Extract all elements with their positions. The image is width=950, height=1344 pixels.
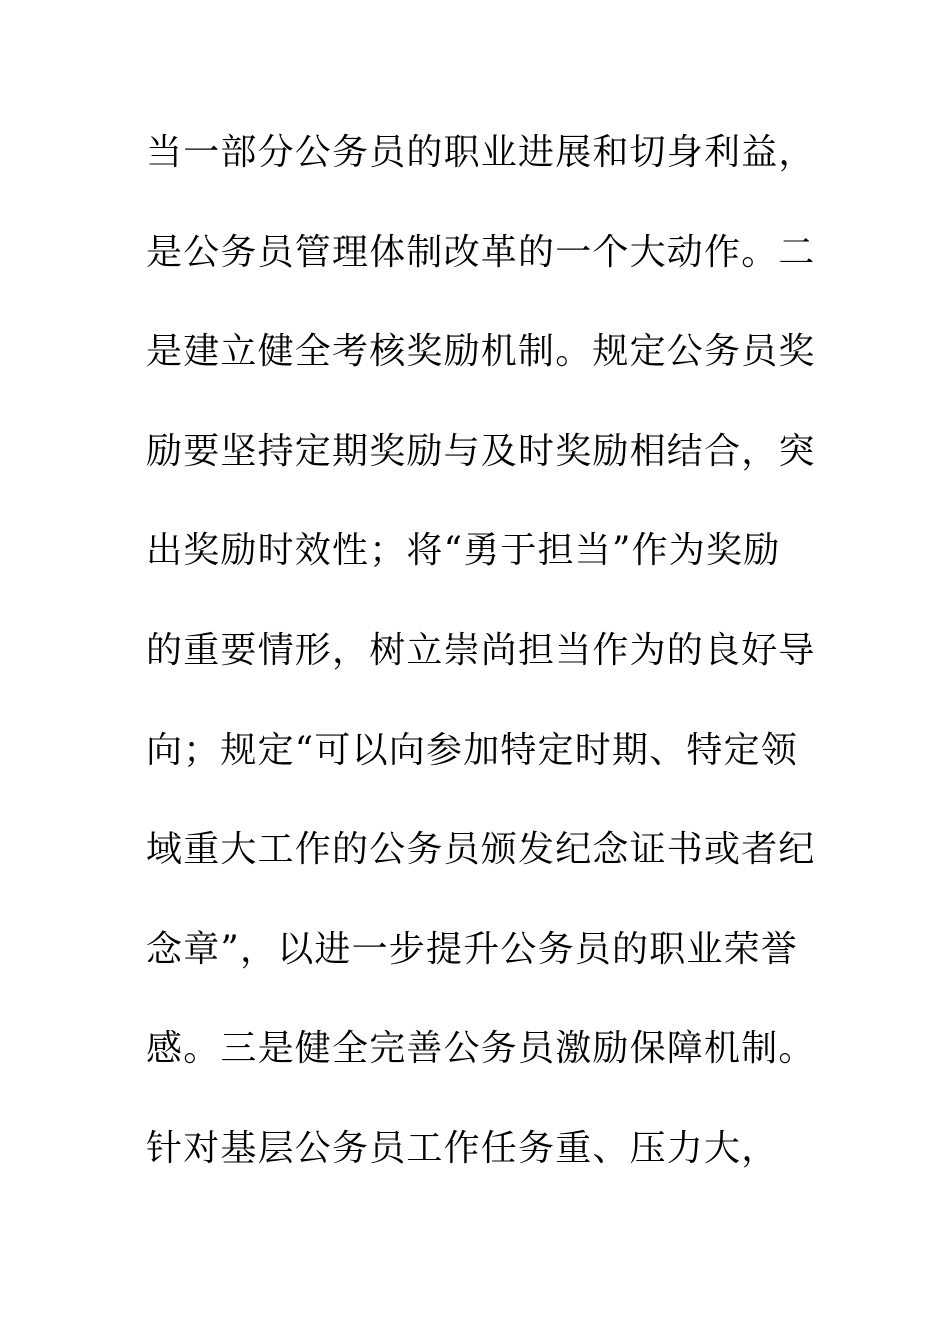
- text-line: 针对基层公务员工作任务重、压力大，: [146, 1127, 779, 1169]
- text-line: 励要坚持定期奖励与及时奖励相结合，突: [146, 430, 816, 472]
- text-line: 当一部分公务员的职业进展和切身利益，: [146, 132, 816, 173]
- text-line: 是建立健全考核奖励机制。规定公务员奖: [146, 331, 816, 373]
- text-line: 的重要情形，树立崇尚担当作为的良好导: [146, 629, 816, 671]
- text-line: 感。三是健全完善公务员激励保障机制。: [146, 1028, 816, 1070]
- text-line: 域重大工作的公务员颁发纪念证书或者纪: [146, 829, 816, 871]
- text-line: 是公务员管理体制改革的一个大动作。二: [146, 231, 816, 273]
- text-line: 念章”，以进一步提升公务员的职业荣誉: [146, 928, 799, 970]
- text-line: 向；规定“可以向参加特定时期、特定领: [146, 729, 799, 771]
- body-text: [146, 128, 816, 1224]
- text-line: 出奖励时效性；将“勇于担当”作为奖励: [146, 530, 781, 572]
